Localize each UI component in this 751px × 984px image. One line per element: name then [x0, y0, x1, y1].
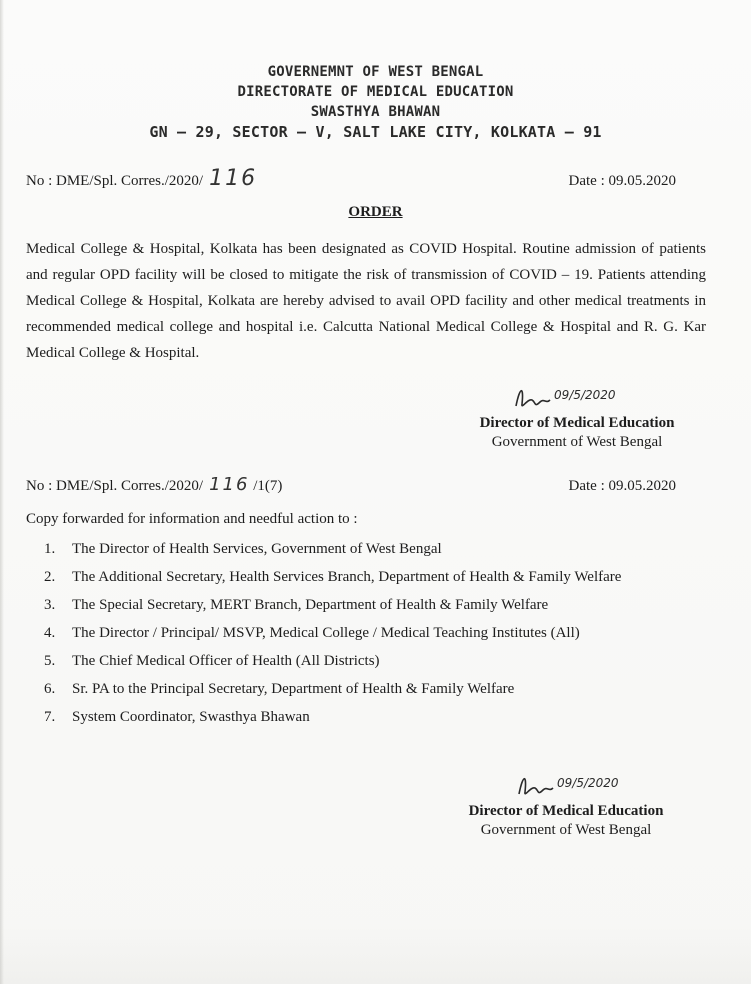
- signature-2-designation: Director of Medical Education: [468, 803, 664, 819]
- letterhead-address: GN – 29, SECTOR – V, SALT LAKE CITY, KOLKATA – 91: [149, 123, 602, 141]
- signature-1-designation: Director of Medical Education: [479, 415, 675, 431]
- list-item: [44, 649, 621, 677]
- copy-reference-row: [26, 474, 676, 495]
- copy-intro: Copy forwarded for information and needful action to :: [26, 511, 358, 527]
- list-item: [44, 593, 621, 621]
- order-title: ORDER: [348, 204, 403, 220]
- letterhead-directorate: DIRECTORATE OF MEDICAL EDUCATION: [237, 84, 514, 100]
- list-item-text: The Director of Health Services, Government of West Bengal: [72, 541, 442, 557]
- copy-reference: [26, 474, 282, 495]
- signature-block-1: [470, 380, 684, 452]
- copy-handwritten-number: 116: [209, 474, 250, 495]
- signature-block-2: [455, 768, 677, 840]
- list-item-number: 6.: [44, 681, 56, 697]
- order-reference-row: [26, 166, 676, 191]
- list-item-number: 4.: [44, 625, 56, 641]
- signature-2-date: 09/5/2020: [557, 776, 619, 790]
- paper-shading: [0, 924, 751, 984]
- list-item: [44, 621, 621, 649]
- order-date: Date : 09.05.2020: [568, 173, 676, 189]
- list-item-number: 3.: [44, 597, 56, 613]
- signature-1-office: Government of West Bengal: [491, 434, 663, 450]
- order-body: Medical College & Hospital, Kolkata has been designated as COVID Hospital. Routine admission of patients and regular OPD facility will be closed to mitigate the risk of transmission of COVID – 19. Patients attending Medical College & Hospital, Kolkata are hereby advised to avail OPD facility and other medical treatments in recommended medical college and hospital i.e. Calcutta National Medical College & Hospital and R. G. Kar Medical College & Hospital.: [26, 241, 706, 361]
- list-item-text: The Additional Secretary, Health Services Branch, Department of Health & Family Welfare: [72, 569, 622, 585]
- list-item: [44, 565, 621, 593]
- order-handwritten-number: 116: [209, 166, 258, 191]
- copy-reference-suffix: /1(7): [253, 478, 283, 494]
- letterhead-building: SWASTHYA BHAWAN: [310, 104, 441, 120]
- list-item: [44, 677, 621, 705]
- list-item-number: 7.: [44, 709, 56, 725]
- signature-2: [455, 768, 677, 802]
- copy-date: Date : 09.05.2020: [568, 478, 676, 494]
- order-reference: [26, 166, 257, 191]
- recipient-list: [44, 537, 621, 733]
- copy-reference-prefix: No : DME/Spl. Corres./2020/: [26, 478, 204, 494]
- letterhead: [0, 62, 751, 142]
- list-item-number: 5.: [44, 653, 56, 669]
- signature-2-office: Government of West Bengal: [480, 822, 652, 838]
- list-item: [44, 537, 621, 565]
- letterhead-government: GOVERNEMNT OF WEST BENGAL: [267, 64, 484, 80]
- signature-1: [470, 380, 684, 414]
- list-item-number: 2.: [44, 569, 56, 585]
- page-edge-shadow: [0, 0, 4, 984]
- list-item-text: System Coordinator, Swasthya Bhawan: [72, 709, 310, 725]
- signature-1-date: 09/5/2020: [554, 388, 616, 402]
- list-item-number: 1.: [44, 541, 56, 557]
- list-item-text: Sr. PA to the Principal Secretary, Department of Health & Family Welfare: [72, 681, 515, 697]
- list-item-text: The Chief Medical Officer of Health (All Districts): [72, 653, 380, 669]
- list-item: [44, 705, 621, 733]
- order-reference-prefix: No : DME/Spl. Corres./2020/: [26, 173, 204, 189]
- list-item-text: The Director / Principal/ MSVP, Medical College / Medical Teaching Institutes (All): [72, 625, 580, 641]
- list-item-text: The Special Secretary, MERT Branch, Department of Health & Family Welfare: [72, 597, 549, 613]
